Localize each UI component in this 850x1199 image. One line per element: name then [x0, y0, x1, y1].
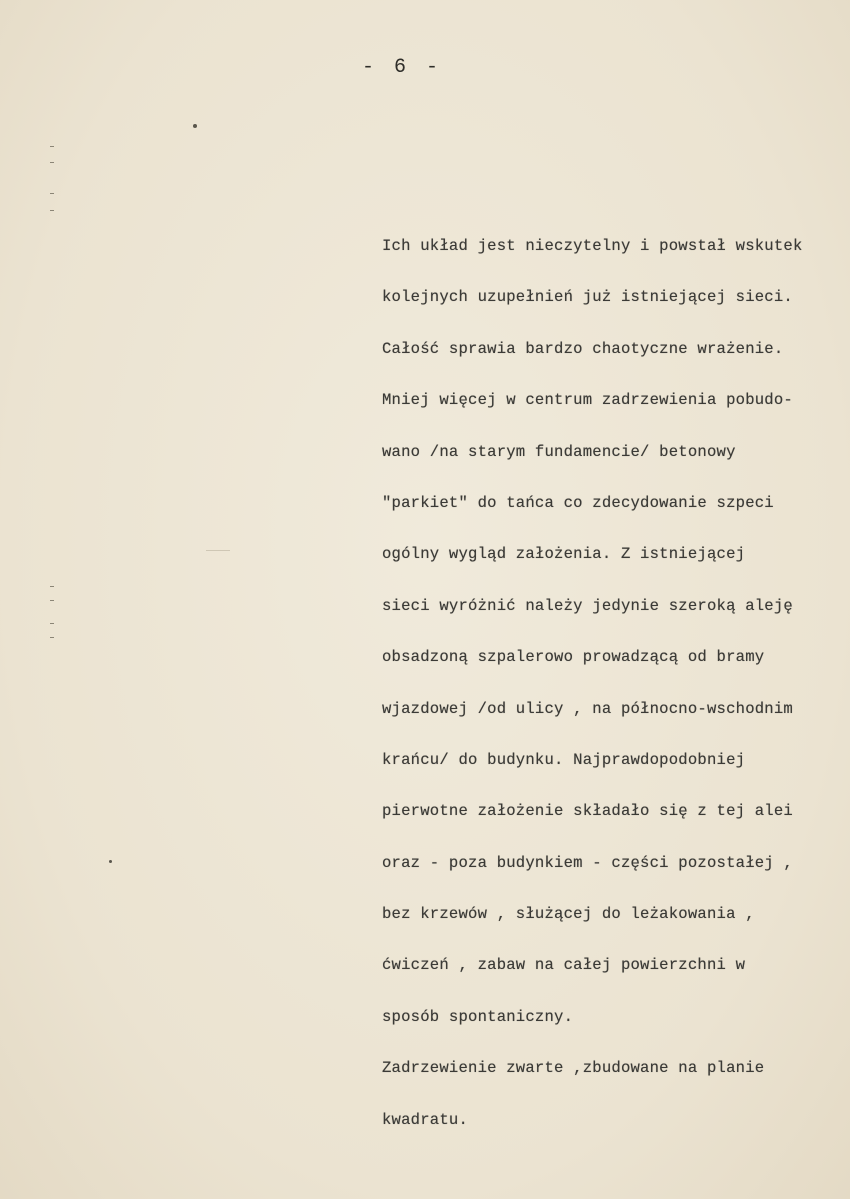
text-line: sposób spontaniczny.: [382, 1007, 574, 1026]
text-line: pierwotne założenie składało się z tej alei: [382, 802, 793, 821]
text-line: kolejnych uzupełnień już istniejącej sieci.: [382, 288, 793, 307]
margin-tick: [50, 600, 54, 601]
margin-tick: [50, 637, 54, 638]
paper-speck: [193, 124, 197, 128]
text-line: kwadratu.: [382, 1110, 469, 1129]
text-line: wjazdowej /od ulicy , na północno-wschodnim: [382, 699, 793, 718]
margin-dash: [206, 550, 230, 551]
text-line: ogólny wygląd założenia. Z istniejącej: [382, 545, 746, 564]
margin-tick: [50, 210, 54, 211]
text-line: ćwiczeń , zabaw na całej powierzchni w: [382, 956, 746, 975]
margin-tick: [50, 623, 54, 624]
margin-tick: [50, 586, 54, 587]
text-line: krańcu/ do budynku. Najprawdopodobniej: [382, 750, 746, 769]
text-line: Ich układ jest nieczytelny i powstał wskutek: [382, 237, 803, 255]
text-line: bez krzewów , służącej do leżakowania ,: [382, 905, 755, 924]
text-line: sieci wyróżnić należy jedynie szeroką aleję: [382, 596, 793, 615]
text-line: oraz - poza budynkiem - części pozostałej ,: [382, 853, 793, 872]
text-line: obsadzoną szpalerowo prowadzącą od bramy: [382, 648, 765, 667]
margin-tick: [50, 193, 54, 194]
text-line: wano /na starym fundamencie/ betonowy: [382, 442, 736, 461]
paper-speck: [109, 860, 112, 863]
margin-tick: [50, 162, 54, 163]
margin-tick: [50, 146, 54, 147]
page-number: - 6 -: [362, 56, 443, 79]
text-line: Mniej więcej w centrum zadrzewienia pobudo-: [382, 391, 793, 410]
text-line: Zadrzewienie zwarte ,zbudowane na planie: [382, 1059, 765, 1078]
text-line: Całość sprawia bardzo chaotyczne wrażenie.: [382, 339, 784, 358]
text-line: "parkiet" do tańca co zdecydowanie szpeci: [382, 493, 774, 512]
body-text: [382, 230, 842, 1155]
